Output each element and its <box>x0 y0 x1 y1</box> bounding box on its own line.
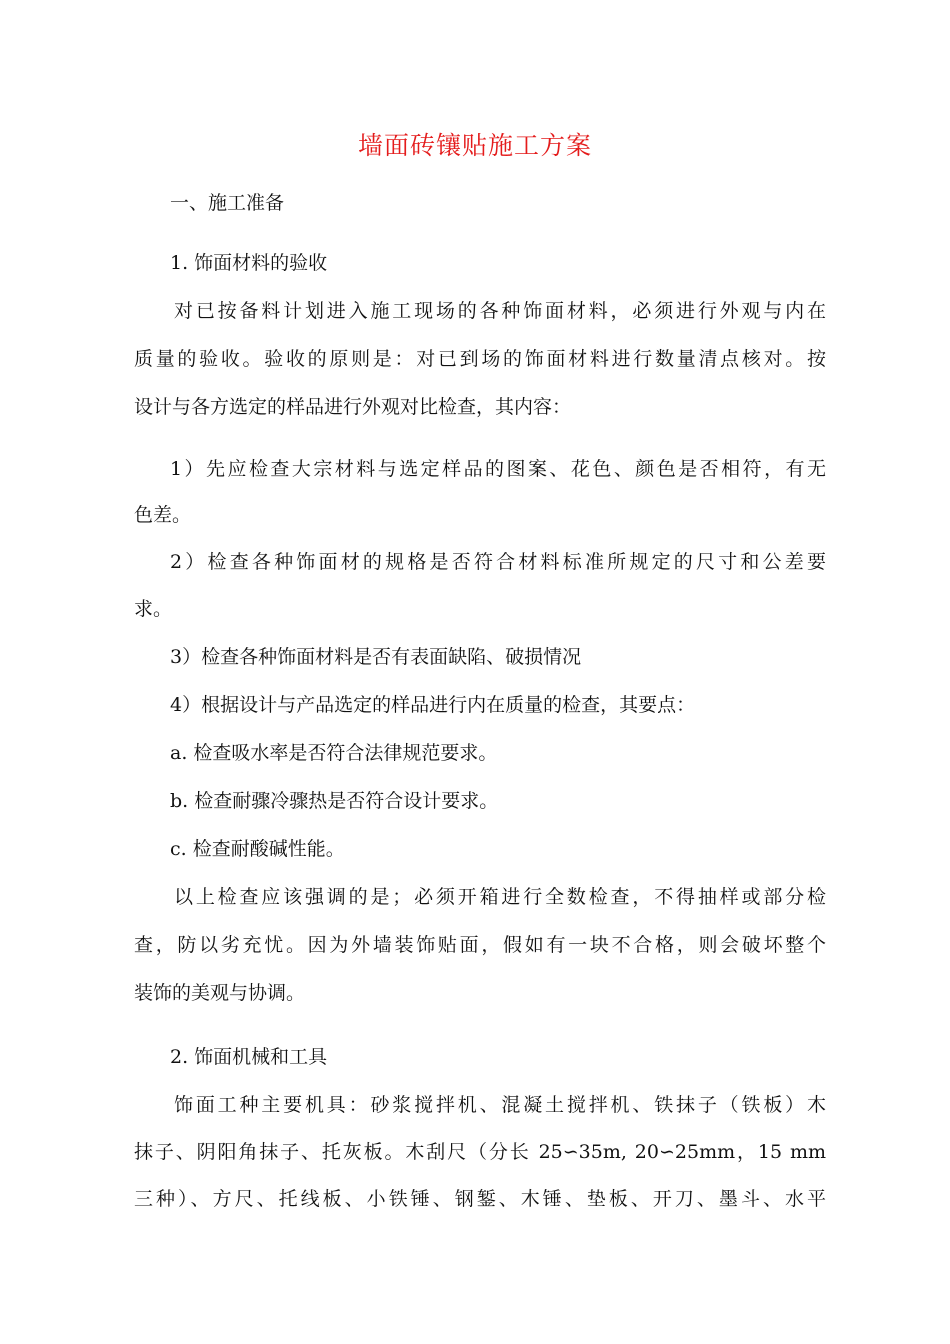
list-item-3: 3）检查各种饰面材料是否有表面缺陷、破损情况 <box>170 646 582 668</box>
check-item-b: b. 检查耐骤冷骤热是否符合设计要求。 <box>170 790 499 812</box>
list-item-4: 4）根据设计与产品选定的样品进行内在质量的检查，其要点： <box>170 694 696 716</box>
paragraph-line: 以上检查应该强调的是；必须开箱进行全数检查，不得抽样或部分检 <box>174 886 826 908</box>
document-title: 墙面砖镶贴施工方案 <box>357 131 592 160</box>
section-heading-preparation: 一、施工准备 <box>170 192 285 214</box>
paragraph-line: 装饰的美观与协调。 <box>134 982 306 1004</box>
list-item-1: 1）先应检查大宗材料与选定样品的图案、花色、颜色是否相符，有无 <box>170 458 826 480</box>
paragraph-line: 对已按备料计划进入施工现场的各种饰面材料，必须进行外观与内在 <box>174 300 826 322</box>
paragraph-line: 三种）、方尺、托线板、小铁锤、钢錾、木锤、垫板、开刀、墨斗、水平 <box>134 1188 826 1210</box>
paragraph-line: 质量的验收。验收的原则是：对已到场的饰面材料进行数量清点核对。按 <box>134 348 826 370</box>
list-item-1-continued: 色差。 <box>134 504 192 526</box>
paragraph-line: 饰面工种主要机具：砂浆搅拌机、混凝土搅拌机、铁抹子（铁板）木 <box>174 1094 826 1116</box>
paragraph-line: 设计与各方选定的样品进行外观对比检查，其内容： <box>134 396 572 418</box>
check-item-c: c. 检查耐酸碱性能。 <box>170 838 345 860</box>
subsection-heading-machinery-tools: 2. 饰面机械和工具 <box>170 1046 328 1068</box>
list-item-2-continued: 求。 <box>134 598 173 620</box>
paragraph-line: 抹子、阴阳角抹子、托灰板。木刮尺（分长 25∽35m, 20∽25mm，15 mm <box>134 1141 826 1163</box>
check-item-a: a. 检查吸水率是否符合法律规范要求。 <box>170 742 498 764</box>
list-item-2: 2）检查各种饰面材的规格是否符合材料标准所规定的尺寸和公差要 <box>170 551 826 573</box>
subsection-heading-material-acceptance: 1. 饰面材料的验收 <box>170 252 328 274</box>
paragraph-line: 查，防以劣充忧。因为外墙装饰贴面，假如有一块不合格，则会破坏整个 <box>134 934 826 956</box>
